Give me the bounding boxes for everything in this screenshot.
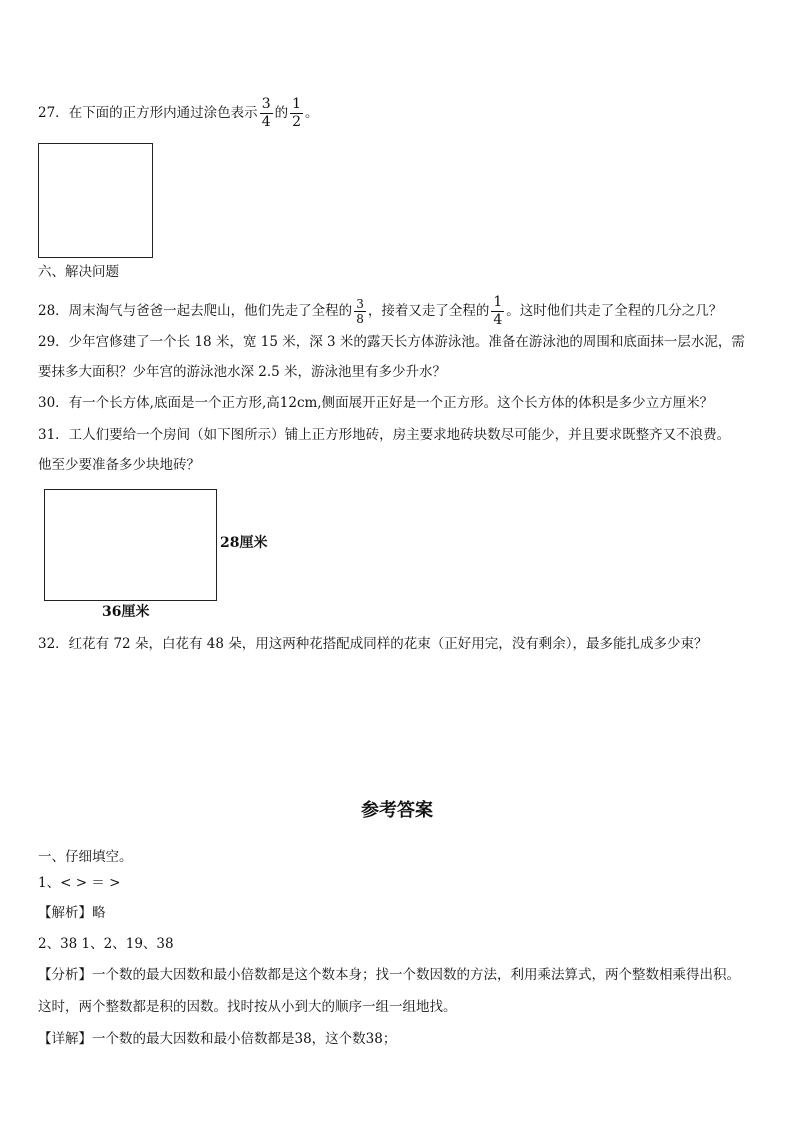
question-31-line1: 31．工人们要给一个房间（如下图所示）铺上正方形地砖，房主要求地砖块数尽可能少，并且要求既整齐又不浪费。	[38, 427, 731, 443]
answer-2-analysis-line2: 这时，两个整数都是积的因数。找时按从小到大的顺序一组一组地找。	[38, 999, 457, 1015]
question-29-line2: 要抹多大面积？少年宫的游泳池水深 2.5 米，游泳池里有多少升水？	[38, 364, 447, 380]
room-width-label: 36厘米	[102, 604, 150, 620]
fraction-1-4: $\frac{1}{4}$	[493, 294, 503, 328]
section-6-heading: 六、解决问题	[38, 264, 119, 280]
answer-2: 2、38 1、2、19、38	[38, 936, 174, 952]
question-32: 32．红花有 72 朵，白花有 48 朵，用这两种花搭配成同样的花束（正好用完，没有剩余），最多能扎成多少束？	[38, 636, 708, 652]
answer-2-analysis-line1: 【分析】一个数的最大因数和最小倍数都是这个数本身；找一个数因数的方法，利用乘法算式，两个整数相乘得出积。	[38, 967, 740, 983]
fraction-1-2: $\frac{1}{2}$	[292, 96, 302, 130]
question-30: 30．有一个长方体,底面是一个正方形,高12cm,侧面展开正好是一个正方形。这个长方体的体积是多少立方厘米？	[38, 395, 714, 411]
answer-1-analysis: 【解析】略	[38, 905, 106, 921]
answer-1: 1、< > ＝ >	[38, 875, 121, 891]
q27-prefix: 27．在下面的正方形内通过涂色表示	[38, 105, 258, 121]
room-rectangle	[44, 489, 217, 601]
question-29-line1: 29．少年宫修建了一个长 18 米，宽 15 米，深 3 米的露天长方体游泳池。准备在游泳池的周围和底面抹一层水泥，需	[38, 334, 745, 350]
answers-section-1: 一、仔细填空。	[38, 849, 133, 865]
fraction-3-4: $\frac{3}{4}$	[261, 96, 271, 130]
question-27	[38, 96, 319, 131]
question-31-line2: 他至少要准备多少块地砖？	[38, 457, 200, 473]
question-28: 28．周末淘气与爸爸一起去爬山，他们先走了全程的 $\frac{3}{8}$ ，接着又走了全程的 $\frac{1}{4}$ 。这时他们共走了全程的几分之几？	[38, 294, 723, 328]
room-height-label: 28厘米	[220, 535, 268, 551]
fraction-3-8: $\frac{3}{8}$	[356, 297, 364, 326]
square-figure	[38, 143, 153, 258]
answers-title: 参考答案	[361, 800, 433, 821]
q27-suffix: 。	[305, 105, 319, 121]
answer-2-detail: 【详解】一个数的最大因数和最小倍数都是38，这个数38；	[38, 1031, 397, 1047]
q27-mid: 的	[274, 105, 289, 121]
